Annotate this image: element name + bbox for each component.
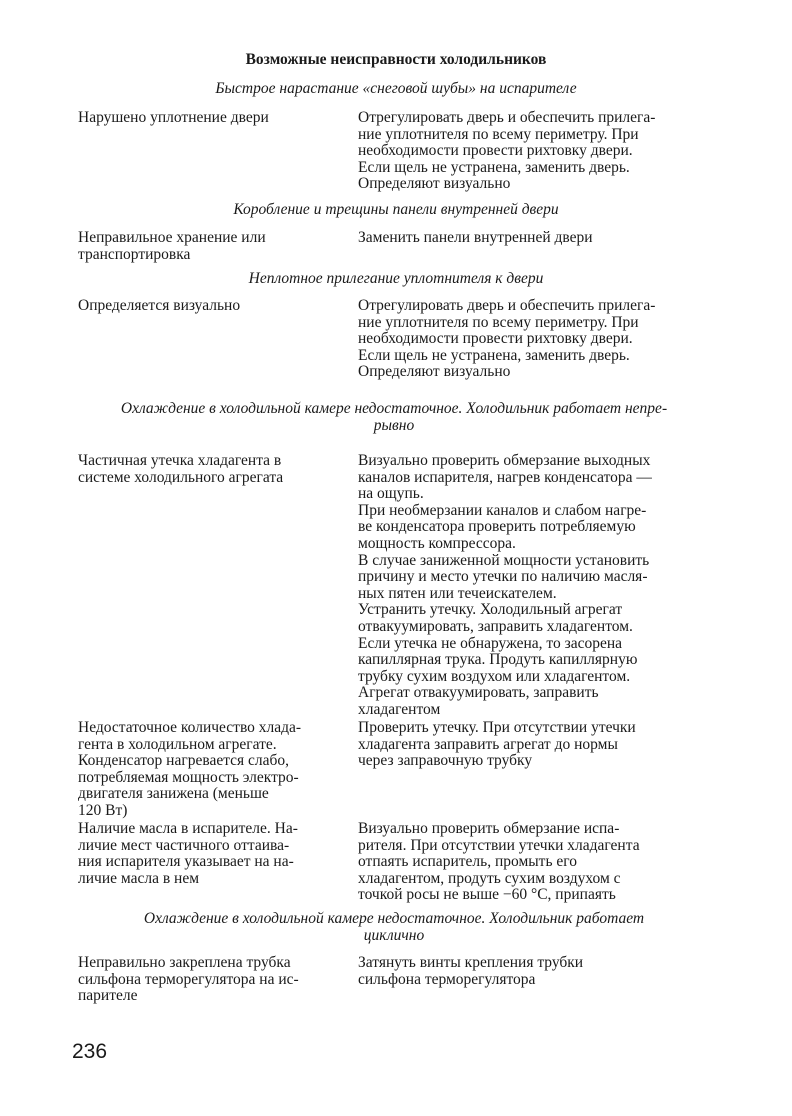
cause-line: личие масла в нем	[78, 869, 200, 887]
heading-line: Охлаждение в холодильной камере недостаточное. Холодильник работает	[143, 910, 645, 927]
cause-line: сильфона терморегулятора на ис-	[78, 970, 299, 988]
remedy-line: отвакуумировать, заправить хладагентом.	[358, 617, 633, 635]
cause-line: транспортировка	[78, 245, 191, 263]
cause-line: Конденсатор нагревается слабо,	[78, 752, 290, 770]
remedy-line: ние уплотнителя по всему периметру. При	[358, 313, 639, 331]
heading-line: циклично	[363, 926, 425, 944]
remedy-line: каналов испарителя, нагрев конденсатора —	[358, 468, 652, 486]
remedy-line: необходимости провести рихтовку двери.	[358, 330, 633, 348]
remedy-line: отпаять испаритель, промыть его	[358, 853, 577, 871]
remedy-line: При необмерзании каналов и слабом нагре-	[358, 501, 647, 519]
cause-cell	[78, 110, 350, 127]
section-heading	[78, 911, 710, 944]
heading-line: Охлаждение в холодильной камере недостаточное. Холодильник работает непре-	[120, 400, 668, 417]
page-title: Возможные неисправности холодильников	[245, 51, 547, 68]
remedy-line: хладагента заправить агрегат до нормы	[358, 735, 618, 753]
cause-line: Частичная утечка хладагента в	[78, 452, 282, 469]
remedy-cell	[358, 298, 710, 381]
remedy-line: Если щель не устранена, заменить дверь.	[358, 346, 630, 364]
remedy-line: сильфона терморегулятора	[358, 970, 536, 988]
remedy-line: капиллярная трука. Продуть капиллярную	[358, 651, 638, 669]
cause-line: личие мест частичного оттаива-	[78, 836, 290, 854]
remedy-line: трубку сухим воздухом или хладагентом.	[358, 667, 631, 685]
cause-cell	[78, 720, 350, 820]
cause-line: ния испарителя указывает на на-	[78, 853, 294, 871]
cause-line: потребляемая мощность электро-	[78, 768, 299, 786]
remedy-cell	[358, 110, 710, 193]
page-number: 236	[72, 1040, 108, 1063]
heading-line: рывно	[373, 416, 415, 434]
remedy-line: Определяют визуально	[358, 363, 511, 381]
remedy-cell	[358, 720, 710, 770]
remedy-line: ние уплотнителя по всему периметру. При	[358, 125, 639, 143]
remedy-line: Отрегулировать дверь и обеспечить прилега-	[358, 109, 656, 126]
cause-line: Определяется визуально	[78, 297, 241, 314]
remedy-cell	[358, 453, 710, 719]
cause-line: 120 Вт)	[78, 801, 128, 819]
remedy-line: Устранить утечку. Холодильный агрегат	[358, 601, 623, 619]
heading-line: Неплотное прилегание уплотнителя к двери	[248, 270, 544, 287]
remedy-line: хладагентом	[358, 700, 441, 718]
cause-line: Наличие масла в испарителе. На-	[78, 820, 298, 837]
section-heading	[0, 81, 792, 98]
remedy-line: В случае заниженной мощности установить	[358, 551, 650, 569]
remedy-line: Визуально проверить обмерзание испа-	[358, 820, 620, 837]
cause-line: парителе	[78, 987, 138, 1005]
remedy-line: ных пятен или течеискателем.	[358, 584, 557, 602]
cause-line: двигателя занижена (меньше	[78, 785, 269, 803]
remedy-line: на ощупь.	[358, 485, 424, 503]
remedy-line: через заправочную трубку	[358, 752, 533, 770]
cause-cell	[78, 821, 350, 887]
remedy-line: Заменить панели внутренней двери	[358, 229, 593, 246]
remedy-line: Если щель не устранена, заменить дверь.	[358, 158, 630, 176]
section-heading	[0, 271, 792, 288]
cause-cell	[78, 955, 350, 1005]
remedy-cell	[358, 821, 710, 904]
section-heading	[78, 401, 710, 434]
remedy-line: Отрегулировать дверь и обеспечить прилега-	[358, 297, 656, 314]
remedy-line: Агрегат отвакуумировать, заправить	[358, 684, 599, 702]
section-heading	[0, 202, 792, 219]
cause-cell	[78, 298, 350, 315]
remedy-line: ве конденсатора проверить потребляемую	[358, 518, 636, 536]
cause-line: Недостаточное количество хлада-	[78, 719, 302, 736]
cause-line: Неправильное хранение или	[78, 229, 266, 246]
remedy-line: Визуально проверить обмерзание выходных	[358, 452, 651, 469]
remedy-line: Затянуть винты крепления трубки	[358, 954, 584, 971]
remedy-line: причину и место утечки по наличию масля-	[358, 568, 648, 586]
heading-line: Коробление и трещины панели внутренней двери	[233, 201, 559, 218]
cause-line: Неправильно закреплена трубка	[78, 954, 291, 971]
remedy-line: рителя. При отсутствии утечки хладагента	[358, 836, 640, 854]
remedy-line: Проверить утечку. При отсутствии утечки	[358, 719, 636, 736]
cause-line: системе холодильного агрегата	[78, 468, 284, 486]
remedy-line: точкой росы не выше −60 °С, припаять	[358, 886, 616, 904]
cause-cell	[78, 230, 350, 263]
remedy-cell	[358, 230, 710, 247]
cause-line: гента в холодильном агрегате.	[78, 735, 277, 753]
heading-line: Быстрое нарастание «снеговой шубы» на испарителе	[215, 80, 577, 97]
remedy-line: хладагентом, продуть сухим воздухом с	[358, 869, 621, 887]
remedy-line: мощность компрессора.	[358, 534, 516, 552]
remedy-line: Определяют визуально	[358, 175, 511, 193]
remedy-line: Если утечка не обнаружена, то засорена	[358, 634, 623, 652]
remedy-cell	[358, 955, 710, 988]
cause-line: Нарушено уплотнение двери	[78, 109, 269, 126]
remedy-line: необходимости провести рихтовку двери.	[358, 142, 633, 160]
cause-cell	[78, 453, 350, 486]
